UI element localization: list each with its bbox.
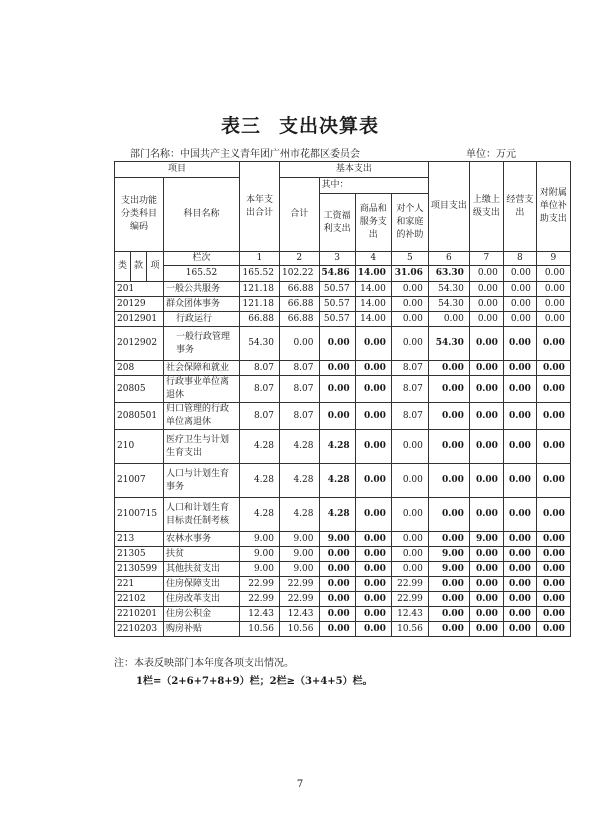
row-value: 4.28 [240,464,280,498]
row-code: 221 [115,577,164,592]
row-code: 21305 [115,547,164,562]
row-value: 0.00 [536,464,570,498]
table-row [115,430,571,464]
row-value: 4.28 [319,498,355,532]
header-total: 本年支出合计 [240,162,280,252]
row-value: 0.00 [391,532,428,547]
header-upper: 上缴上级支出 [469,162,503,252]
table-row [115,282,571,297]
row-value: 0.00 [503,376,536,403]
row-value: 0.00 [319,361,355,376]
row-value: 10.56 [391,622,428,637]
table-row [115,607,571,622]
row-value: 22.99 [240,592,280,607]
col-num: 6 [428,252,469,266]
row-value: 0.00 [355,430,391,464]
row-value: 0.00 [469,577,503,592]
header-subtotal: 合计 [280,178,320,252]
header-kuan: 款 [131,252,147,282]
row-value: 0.00 [391,547,428,562]
table-row [115,376,571,403]
row-value: 0.00 [355,577,391,592]
row-value: 0.00 [428,498,469,532]
row-value: 4.28 [240,430,280,464]
total-value: 31.06 [391,266,428,282]
row-value: 22.99 [391,592,428,607]
row-value: 0.00 [428,361,469,376]
row-value: 66.88 [280,282,320,297]
row-value: 0.00 [536,327,570,361]
row-value: 0.00 [503,498,536,532]
table-row [115,532,571,547]
row-name: 一般行政管理事务 [164,327,240,361]
row-value: 9.00 [240,547,280,562]
row-code: 210 [115,430,164,464]
page-number: 7 [296,779,304,790]
header-lei: 类 [115,252,131,282]
row-value: 8.07 [280,403,320,430]
row-value: 0.00 [536,430,570,464]
row-value: 8.07 [240,361,280,376]
row-name: 人口与计划生育事务 [164,464,240,498]
row-value: 0.00 [355,376,391,403]
row-value: 0.00 [319,547,355,562]
header-project: 项目支出 [428,162,469,252]
row-value: 0.00 [536,562,570,577]
document-title [0,111,600,138]
col-num: 5 [391,252,428,266]
row-value: 121.18 [240,282,280,297]
header-name: 科目名称 [164,178,240,252]
row-value: 0.00 [428,622,469,637]
col-num: 4 [355,252,391,266]
row-value: 0.00 [391,430,428,464]
table-row [115,464,571,498]
row-code: 2210201 [115,607,164,622]
table-row [115,577,571,592]
row-name: 行政事业单位离退休 [164,376,240,403]
row-value: 0.00 [355,562,391,577]
row-code: 213 [115,532,164,547]
row-value: 0.00 [469,430,503,464]
row-value: 8.07 [280,361,320,376]
row-value: 9.00 [240,532,280,547]
row-value: 22.99 [280,592,320,607]
total-value: 54.86 [319,266,355,282]
row-value: 8.07 [280,376,320,403]
header-item: 项目 [115,162,240,178]
row-value: 0.00 [536,282,570,297]
row-value: 0.00 [469,282,503,297]
row-value: 0.00 [428,464,469,498]
row-value: 0.00 [536,607,570,622]
row-value: 121.18 [240,297,280,312]
row-value: 0.00 [319,327,355,361]
row-value: 0.00 [503,562,536,577]
col-num: 8 [503,252,536,266]
row-value: 0.00 [355,607,391,622]
row-value: 4.28 [280,430,320,464]
row-value: 50.57 [319,282,355,297]
row-value: 0.00 [355,403,391,430]
row-value: 0.00 [391,464,428,498]
row-value: 8.07 [391,361,428,376]
row-name: 一般公共服务 [164,282,240,297]
row-value: 0.00 [503,464,536,498]
row-value: 0.00 [503,430,536,464]
row-value: 0.00 [428,430,469,464]
row-value: 22.99 [280,577,320,592]
row-code: 22102 [115,592,164,607]
row-value: 50.57 [319,297,355,312]
row-name: 行政运行 [164,312,240,327]
col-num: 9 [536,252,570,266]
row-value: 0.00 [355,464,391,498]
row-value: 0.00 [536,361,570,376]
total-value: 63.30 [428,266,469,282]
row-value: 8.07 [240,403,280,430]
row-value: 9.00 [469,532,503,547]
row-value: 0.00 [536,577,570,592]
row-value: 0.00 [469,297,503,312]
row-value: 14.00 [355,282,391,297]
row-value: 0.00 [469,592,503,607]
row-name: 农林水事务 [164,532,240,547]
row-value: 9.00 [428,547,469,562]
row-value: 4.28 [240,498,280,532]
row-value: 4.28 [319,464,355,498]
row-value: 8.07 [240,376,280,403]
row-value: 0.00 [469,403,503,430]
row-value: 0.00 [536,403,570,430]
row-name: 购房补贴 [164,622,240,637]
table-row [115,592,571,607]
row-value: 0.00 [428,403,469,430]
row-value: 0.00 [391,297,428,312]
row-value: 0.00 [428,532,469,547]
total-value: 102.22 [280,266,320,282]
row-value: 0.00 [469,607,503,622]
row-code: 20129 [115,297,164,312]
row-name: 人口和计划生育目标责任制考核 [164,498,240,532]
row-value: 0.00 [391,498,428,532]
unit-label: 单位：万元 [466,149,516,160]
row-code: 201 [115,282,164,297]
row-value: 4.28 [319,430,355,464]
row-value: 0.00 [319,577,355,592]
row-value: 0.00 [355,498,391,532]
notes [114,655,373,691]
col-num: 3 [319,252,355,266]
row-value: 12.43 [280,607,320,622]
row-value: 0.00 [536,376,570,403]
row-value: 0.00 [355,361,391,376]
total-value: 0.00 [469,266,503,282]
row-name: 住房改革支出 [164,592,240,607]
row-code: 2210203 [115,622,164,637]
header-basic: 基本支出 [280,162,429,178]
total-value: 0.00 [503,266,536,282]
row-value: 0.00 [355,532,391,547]
table-row [115,403,571,430]
expenditure-table [114,161,571,637]
total-value: 165.52 [240,266,280,282]
row-value: 0.00 [503,297,536,312]
table-row [115,312,571,327]
col-num: 7 [469,252,503,266]
row-value: 0.00 [503,622,536,637]
row-value: 54.30 [428,297,469,312]
header-of-which: 其中： [319,178,428,194]
row-value: 0.00 [503,547,536,562]
row-value: 0.00 [319,592,355,607]
row-value: 50.57 [319,312,355,327]
row-value: 12.43 [240,607,280,622]
row-value: 0.00 [536,532,570,547]
row-name: 医疗卫生与计划生育支出 [164,430,240,464]
row-name: 扶贫 [164,547,240,562]
row-value: 0.00 [428,376,469,403]
row-value: 0.00 [469,327,503,361]
row-value: 0.00 [355,547,391,562]
row-value: 0.00 [503,532,536,547]
row-value: 0.00 [469,312,503,327]
row-value: 22.99 [240,577,280,592]
row-value: 14.00 [355,297,391,312]
row-value: 0.00 [355,622,391,637]
header-xiang: 项 [147,252,164,282]
table-row [115,297,571,312]
row-value: 0.00 [503,592,536,607]
header-personal: 对个人和家庭的补助 [391,194,428,252]
row-value: 4.28 [280,498,320,532]
row-value: 0.00 [319,376,355,403]
header-col-label: 栏次 [164,252,240,266]
note-line-2: 1栏=（2+6+7+8+9）栏；2栏≥（3+4+5）栏。 [136,676,373,687]
row-value: 54.30 [428,282,469,297]
row-value: 66.88 [280,297,320,312]
row-value: 0.00 [428,607,469,622]
row-code: 2012901 [115,312,164,327]
row-value: 0.00 [391,327,428,361]
table-row [115,562,571,577]
row-value: 0.00 [503,282,536,297]
table-row [115,622,571,637]
row-value: 0.00 [536,312,570,327]
row-value: 9.00 [280,562,320,577]
row-name: 其他扶贫支出 [164,562,240,577]
row-value: 66.88 [240,312,280,327]
row-code: 21007 [115,464,164,498]
row-code: 2100715 [115,498,164,532]
total-row-name: 165.52 [164,266,240,282]
col-num: 1 [240,252,280,266]
row-value: 0.00 [469,376,503,403]
table-row [115,361,571,376]
row-value: 9.00 [319,532,355,547]
row-value: 12.43 [391,607,428,622]
row-value: 9.00 [280,532,320,547]
row-value: 0.00 [536,622,570,637]
row-value: 0.00 [428,312,469,327]
row-code: 2012902 [115,327,164,361]
header-business: 经营支出 [503,162,536,252]
row-value: 0.00 [391,312,428,327]
row-value: 10.56 [240,622,280,637]
row-name: 群众团体事务 [164,297,240,312]
row-value: 0.00 [469,562,503,577]
note-line-1: 注：本表反映部门本年度各项支出情况。 [114,658,294,669]
header-wages: 工资福利支出 [319,194,355,252]
row-value: 0.00 [391,562,428,577]
row-value: 9.00 [240,562,280,577]
row-value: 22.99 [391,577,428,592]
row-value: 0.00 [280,327,320,361]
row-value: 0.00 [319,403,355,430]
row-value: 0.00 [536,547,570,562]
row-value: 8.07 [391,403,428,430]
row-value: 0.00 [503,312,536,327]
row-value: 0.00 [428,577,469,592]
row-value: 0.00 [469,361,503,376]
table-row [115,547,571,562]
col-num: 2 [280,252,320,266]
row-value: 9.00 [428,562,469,577]
table-body [115,282,571,637]
total-row [115,266,571,282]
total-value: 0.00 [536,266,570,282]
row-value: 0.00 [503,577,536,592]
row-value: 8.07 [391,376,428,403]
row-value: 0.00 [428,592,469,607]
row-value: 0.00 [503,403,536,430]
row-value: 0.00 [503,607,536,622]
row-name: 归口管理的行政单位离退休 [164,403,240,430]
row-value: 9.00 [280,547,320,562]
row-value: 0.00 [536,297,570,312]
row-value: 0.00 [503,361,536,376]
header-code: 支出功能分类科目编码 [115,178,164,252]
row-code: 20805 [115,376,164,403]
row-name: 住房保障支出 [164,577,240,592]
row-value: 0.00 [319,622,355,637]
header-goods: 商品和服务支出 [355,194,391,252]
row-value: 0.00 [503,327,536,361]
title-sub: 支出决算表 [279,115,380,137]
row-value: 0.00 [469,622,503,637]
row-value: 0.00 [355,592,391,607]
table-row [115,327,571,361]
row-code: 2080501 [115,403,164,430]
department-name: 部门名称：中国共产主义青年团广州市花都区委员会 [130,149,360,160]
row-value: 0.00 [319,607,355,622]
row-value: 14.00 [355,312,391,327]
row-code: 208 [115,361,164,376]
header-subsidy: 对附属单位补助支出 [536,162,570,252]
row-value: 0.00 [319,562,355,577]
row-value: 10.56 [280,622,320,637]
row-name: 住房公积金 [164,607,240,622]
row-value: 54.30 [428,327,469,361]
row-value: 0.00 [391,282,428,297]
row-value: 0.00 [536,592,570,607]
row-value: 54.30 [240,327,280,361]
title-main: 表三 [220,115,261,137]
row-value: 0.00 [355,327,391,361]
row-value: 4.28 [280,464,320,498]
row-value: 0.00 [469,547,503,562]
row-value: 66.88 [280,312,320,327]
row-value: 0.00 [469,498,503,532]
total-value: 14.00 [355,266,391,282]
row-name: 社会保障和就业 [164,361,240,376]
row-value: 0.00 [536,498,570,532]
row-value: 0.00 [469,464,503,498]
row-code: 2130599 [115,562,164,577]
table-row [115,498,571,532]
